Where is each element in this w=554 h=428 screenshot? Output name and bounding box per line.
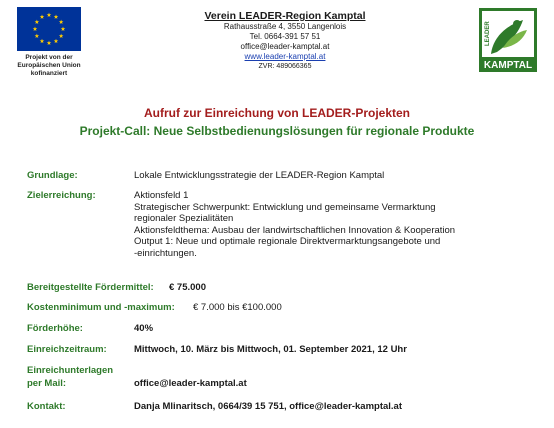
ziel-line: Aktionsfeld 1: [134, 190, 189, 201]
field-label: per Mail:: [27, 378, 67, 389]
field-label: Förderhöhe:: [27, 323, 83, 334]
eu-flag-icon: [17, 7, 81, 51]
org-name: Verein LEADER-Region Kamptal: [204, 10, 366, 22]
field-label: Einreichunterlagen: [27, 365, 114, 376]
ziel-line: -einrichtungen.: [134, 247, 197, 259]
org-website-link[interactable]: www.leader-kamptal.at: [244, 52, 326, 61]
eu-caption-line: kofinanziert: [30, 70, 68, 77]
ziel-line: regionaler Spezialitäten: [134, 213, 234, 225]
ziel-line: Aktionsfeldthema: Ausbau der landwirtschaftlichen Innovation & Kooperation: [134, 224, 456, 236]
org-header: [170, 10, 400, 71]
field-value: € 75.000: [169, 282, 206, 293]
field-label: Zielerreichung:: [27, 190, 96, 201]
leader-kamptal-logo: [479, 8, 537, 72]
org-email: office@leader-kamptal.at: [240, 42, 330, 51]
field-label: Einreichzeitraum:: [27, 344, 107, 355]
eu-logo: [12, 7, 86, 78]
call-subtitle: Projekt-Call: Neue Selbstbedienungslösungen für regionale Produkte: [79, 124, 475, 138]
eu-caption-line: Europäischen Union: [17, 62, 81, 69]
eu-caption-line: Projekt von der: [25, 54, 73, 61]
ziel-line: Strategischer Schwerpunkt: Entwicklung und gemeinsame Vermarktung: [134, 201, 436, 213]
org-address: Rathausstraße 4, 3550 Langenlois: [223, 22, 347, 31]
leader-logo-text: KAMPTAL: [483, 60, 533, 71]
field-value: 40%: [134, 323, 154, 334]
field-value: Lokale Entwicklungsstrategie der LEADER-Region Kamptal: [134, 170, 385, 181]
email-link[interactable]: office@leader-kamptal.at: [134, 378, 247, 389]
svg-text:LEADER: LEADER: [485, 21, 491, 46]
field-label: Kostenminimum und -maximum:: [27, 302, 175, 313]
field-value: Danja Mlinaritsch, 0664/39 15 751, office@leader-kamptal.at: [134, 401, 402, 412]
field-label: Bereitgestellte Fördermittel:: [27, 282, 154, 293]
field-label: Kontakt:: [27, 401, 66, 412]
ziel-line: Output 1: Neue und optimale regionale Direktvermarktungsangebote und: [134, 236, 441, 248]
field-value: Mittwoch, 10. März bis Mittwoch, 01. September 2021, 12 Uhr: [134, 344, 407, 355]
org-zvr: ZVR: 489066365: [258, 63, 312, 70]
eu-caption: [12, 54, 86, 78]
field-value: [134, 190, 455, 260]
call-title: Aufruf zur Einreichung von LEADER-Projekten: [143, 106, 410, 120]
field-label: Grundlage:: [27, 170, 78, 181]
org-phone: Tel. 0664-391 57 51: [249, 32, 321, 41]
field-value: € 7.000 bis €100.000: [193, 302, 282, 313]
